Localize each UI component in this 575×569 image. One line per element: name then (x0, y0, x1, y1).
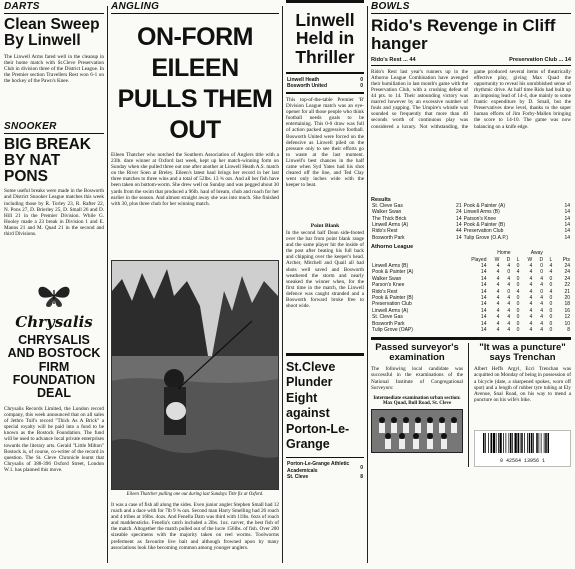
league-cell: 0 (507, 269, 511, 276)
league-cell: 0 (549, 275, 553, 282)
league-cell: 0 (516, 307, 520, 314)
league-cell: 4 (507, 275, 511, 282)
league-cell: 4 (496, 301, 500, 308)
barcode-bar (540, 433, 541, 453)
barcode-bar (545, 433, 547, 453)
barcode-bar (543, 433, 544, 453)
league-cell: 4 (496, 269, 500, 276)
league-cell: 4 (529, 288, 533, 295)
puncture-body: Albert Heffs Argyl, Ecci Trenchan was acquitted on Monday of being in possession of a bicycle (date, a sharpened spokes, worn off spot) and a length of rubber tyre tubing at Ely Avenue, Snal Road, on his way to mend a puncture on his wife's bike. (474, 366, 571, 403)
league-cell: 4 (540, 301, 544, 308)
results-cell: Tulip Grove (O.A.P.) (463, 234, 509, 241)
league-cell: Rido's Rest (372, 288, 398, 295)
barcode-bar (536, 433, 538, 453)
league-cell: 0 (516, 282, 520, 289)
league-cell: 0 (549, 301, 553, 308)
league-cell: 14 (480, 307, 487, 314)
results-cell: 21 (456, 202, 462, 209)
results-cell: 14 (564, 209, 570, 216)
league-cell: 4 (496, 314, 500, 321)
surveyor-name: Max Quad, Bull Road, St. Cleve (382, 401, 452, 407)
left-column (4, 0, 104, 569)
column-rule (468, 343, 469, 467)
league-cell: 24 (564, 269, 570, 276)
league-cell: 0 (516, 327, 520, 333)
barcode-bar (538, 433, 539, 453)
snooker-headline: BIG BREAK BY NAT PONS (4, 135, 91, 186)
barcode-bar (503, 433, 504, 453)
league-cell: Linwell Arms (B) (372, 262, 409, 269)
league-cell: Tulip Grove (OAP) (372, 327, 413, 333)
chrysalis-logo: Chrysalis (15, 313, 93, 332)
league-group-away: Away (530, 250, 543, 257)
results-cell: Pook & Painter (A) (463, 202, 506, 209)
league-cell: 0 (507, 288, 511, 295)
league-cell: 0 (549, 282, 553, 289)
league-cell: 14 (480, 301, 487, 308)
results-cell: St. Cleve Gas (372, 202, 403, 209)
puncture-headline: "It was a puncture" says Trenchan (479, 342, 566, 364)
league-cell: 4 (529, 301, 533, 308)
surveyor-body: The following local candidate was successful in the examinations of the National Institute of Congregational Surveyors: (371, 366, 463, 391)
league-cell: Parson's Knee (372, 282, 405, 289)
result-score: 0 (360, 464, 363, 471)
angling-body-2: It was a case of fish all along the sides. Even junior angler Stephen Small had 12 roach and a dace with for 7lb 9 ¾ ozs. Second man Harry Smelling had 26 roach and 4 tribes at 16lbs. 4ozs. And Fenella Darn was third with 11lbs. 6ozs of roach and maddensticks. Fenella's catch included a 2lbs. 1oz. carver, the best fish of the match. Altogether the match pulled out of the lucre 156lbs. of fish. Over 200 sizeable specimens with the majority taken on reel worms. Toolworms preferment as favourite live bait and although frowned upon by many associations look like becoming common among younger anglers. (111, 502, 279, 551)
league-cell: 14 (480, 275, 487, 282)
photo-caption: Eileen Thatcher pulling one out during last Sundays Title fix at Oxford. (126, 492, 264, 497)
results-cell: 44 (456, 228, 462, 235)
barcode-bar (485, 433, 486, 453)
league-header-cell: W (527, 256, 533, 263)
league-cell: 12 (564, 314, 570, 321)
divider (286, 457, 364, 459)
league-cell: 4 (496, 275, 500, 282)
barcode-bars (481, 433, 565, 453)
chrysalis-body: Chrysalis Records Limited, the London record company, this week announced that on all sales of Jethro Tull's record "Thick As A Brick" a special royalty will be paid into a fund to be known as the Bostock Foundation. The fund will be used to advance local private enterprises towards the literary arts. Gerald "Little Milton" Bostock is, of course, co-writer of the record in question. The St. Cleve Chronicle learnt that Chrysalis of 388-396 Oxford Street, London W.1. has planned this move. (4, 405, 104, 473)
league-cell: 4 (507, 320, 511, 327)
bowls-column (371, 0, 571, 569)
league-cell: 14 (480, 288, 487, 295)
stcleve-headline: St.Cleve Plunder Eight against Porton-Le-Grange (286, 359, 350, 452)
league-cell: 4 (496, 327, 500, 333)
result-score: 0 (360, 83, 363, 90)
bottom-stories (371, 343, 571, 467)
results-cell: 24 (456, 209, 462, 216)
league-cell: 16 (564, 307, 570, 314)
angling-headline: ON-FORM EILEEN PULLS THEM OUT (117, 23, 273, 144)
angling-photo (111, 260, 279, 490)
league-cell: 4 (549, 269, 553, 276)
league-cell: 4 (507, 282, 511, 289)
divider (286, 92, 364, 94)
league-cell: 4 (496, 320, 500, 327)
section-angling: ANGLING (111, 0, 279, 14)
barcode-bar (508, 433, 509, 453)
league-cell: 14 (480, 262, 487, 269)
linwell-headline: Linwell Held in Thriller (286, 0, 364, 66)
league-cell: 4 (529, 320, 533, 327)
league-cell: 4 (507, 262, 511, 269)
league-cell: 4 (529, 269, 533, 276)
results-cell: Walker Swan (372, 209, 402, 216)
league-cell: 0 (516, 275, 520, 282)
barcode-bar (483, 433, 485, 453)
league-header-cell: L (516, 256, 520, 263)
result-score: 8 (360, 474, 363, 481)
league-cell: Bosworth Park (372, 320, 405, 327)
chrysalis-headline: CHRYSALIS AND BOSTOCK FIRM FOUNDATION DEAL (7, 333, 101, 400)
bowls-score-line: Rido's Rest ... 44 Preservation Club ... 14 (371, 57, 571, 66)
league-cell: 4 (529, 282, 533, 289)
result-team: Porton-Le-Grange Athletic Academicals (287, 461, 350, 474)
results-cell: Preservation Club (463, 228, 504, 235)
barcode-bar (499, 433, 501, 453)
barcode-bar (533, 433, 534, 453)
league-cell: 14 (480, 320, 487, 327)
league-cell: 0 (540, 262, 544, 269)
results-cell: 14 (564, 221, 570, 228)
league-cell: St. Cleve Gas (372, 314, 403, 321)
league-cell: Walker Swan (372, 275, 402, 282)
divider (286, 72, 364, 74)
results-title: Results (371, 196, 391, 203)
league-cell: 4 (540, 307, 544, 314)
results-cell: Linwell Arms (A) (372, 221, 409, 228)
barcode-bar (498, 433, 499, 453)
results-cell: The Thick Brick (372, 215, 407, 222)
league-cell: 4 (529, 262, 533, 269)
league-cell: 4 (507, 314, 511, 321)
league-cell: 4 (496, 307, 500, 314)
league-cell: 24 (564, 275, 570, 282)
barcode-bar (490, 433, 492, 453)
results-cell: 14 (456, 234, 462, 241)
barcode-bar (519, 433, 520, 453)
column-rule (367, 6, 368, 563)
results-cell: 14 (564, 202, 570, 209)
league-cell: Pook & Painter (A) (372, 269, 414, 276)
result-team: Bosworth United (287, 83, 327, 90)
barcode-bar (528, 433, 530, 453)
league-header-cell: Played (471, 256, 487, 263)
angling-body-1: Eileen Thatcher who notched the Southern Association of Anglers title with a 23lb. dace winner at Oxford last week, kept up her match-winning form on Sunday when she pulled three out one after another at Linwell Heath A.S. match on the River Soen at Breley. Eileen's latest haul brings her record in her last three matches to three wins and a total of 52lbs. 13 ¾ ozs. And all her fish have been taken on bottom-worm. She drew well on Sunday and was pegged about 30 yards from the swim that produced a 96lb. haul of bream, chub and roach for her earlier in the season. And almost straight away she was into much. She finished with 30, plus three chub for her winning match. (111, 152, 279, 207)
league-cell: 4 (540, 314, 544, 321)
score-value: 14 (564, 56, 571, 63)
league-cell: 0 (540, 288, 544, 295)
league-cell: 0 (516, 314, 520, 321)
league-cell: 4 (549, 262, 553, 269)
darts-body: The Linwell Arms fared well in the cleanup in their home match with St.Cleve Preservation Club in division three of the District League. In the Premier section Travellers Rest won 6-1 on the hockey of the Pawn's Knee. (4, 53, 104, 84)
league-header-cell: Pts (562, 256, 570, 263)
linwell-body-2: In the second half Dean side-footed over the bar from point blank range and the same player hit the inside of the post after beating his full back and chipping over the keeper's head. Archer, Mitchell and Quail all had shots well saved and Bosworth weathered the storm and nearly sneaked the winner when, for the first time in the match, the Linwell defence was caught stranded and a Bosworth forward broke free to shoot wide. (286, 229, 364, 310)
barcode-bar (517, 433, 519, 453)
league-cell: 4 (540, 320, 544, 327)
barcode-bar (492, 433, 494, 453)
league-cell: 4 (529, 307, 533, 314)
section-bowls: BOWLS (371, 0, 571, 14)
league-group-home: Home (497, 250, 511, 257)
league-cell: 0 (516, 301, 520, 308)
league-cell: Linwell Arms (A) (372, 307, 409, 314)
results-row (371, 235, 571, 241)
league-cell: 4 (540, 327, 544, 333)
angling-column (111, 0, 279, 569)
league-cell: 21 (564, 288, 570, 295)
results-cell: 14 (456, 221, 462, 228)
league-cell: 4 (540, 282, 544, 289)
barcode-bar (505, 433, 506, 453)
league-title: Athorno League (371, 244, 414, 251)
result-score: 0 (360, 76, 363, 83)
league-cell: 4 (507, 327, 511, 333)
league-cell: 4 (529, 294, 533, 301)
league-cell: 4 (496, 288, 500, 295)
league-cell: 4 (540, 294, 544, 301)
results-cell: Parson's Knee (463, 215, 496, 222)
league-cell: 22 (564, 282, 570, 289)
results-cell: 14 (564, 215, 570, 222)
league-cell: 4 (529, 327, 533, 333)
league-cell: 4 (496, 282, 500, 289)
butterfly-icon (4, 284, 104, 313)
league-cell: 4 (516, 288, 520, 295)
league-row (371, 327, 571, 333)
league-cell: 4 (540, 275, 544, 282)
league-table (371, 250, 571, 333)
section-snooker: SNOOKER (4, 120, 104, 134)
barcode-bar (488, 433, 489, 453)
league-cell: 4 (529, 314, 533, 321)
snooker-body: Some useful breaks were made in the Bosworth and District Snooker League matches this week including those by R. Torley 23, R. Rafter 22, N. Pons 27, D. Brierley 25, D. Small 26 and D. Hill 21 in the Premier Division. While G. Hooley made a 23 break in Division 1 and E. Manns 21 and M. Quad 21 in the second and third Divisions. (4, 188, 104, 237)
barcode-bar (527, 433, 528, 453)
results-table (371, 203, 571, 241)
surveyor-story (371, 343, 463, 467)
linwell-body-1: This top-of-the-table Premier 'B' Division League match was an eye-opener for all those people who think football needs goals to be entertaining. This 0-0 draw was full of action packed aggressive football. Bosworth United were forced on the defensive as Linwell piled on the pressure only to see their efforts go to waste at the last moment. Linwell's best chances in the half came when Syd Yates had his shot cleared off the line, and Ted Clay went only inches wide with the keeper to beat. (286, 96, 364, 189)
league-cell: 0 (549, 307, 553, 314)
result-team: St. Cleve (287, 474, 309, 481)
football-column (286, 0, 364, 569)
barcode-digits: 0 42564 13956 1 (499, 458, 545, 465)
column-rule (107, 6, 108, 563)
barcode-bar (531, 433, 533, 453)
barcode-bar (495, 433, 496, 453)
divider (371, 337, 571, 340)
league-cell: Pook & Painter (B) (372, 294, 414, 301)
league-cell: 0 (549, 314, 553, 321)
league-cell: 0 (516, 262, 520, 269)
league-cell: 4 (496, 262, 500, 269)
barcode (474, 430, 571, 467)
league-cell: Preservation Club (372, 301, 412, 308)
league-cell: 14 (480, 327, 487, 333)
puncture-story (474, 343, 571, 467)
barcode-bar (512, 433, 513, 453)
league-cell: 14 (480, 294, 487, 301)
league-cell: 14 (480, 269, 487, 276)
barcode-bar (524, 433, 525, 453)
result-team: Linwell Heath (287, 76, 320, 83)
league-cell: 0 (549, 327, 553, 333)
surveyor-subhead: Intermediate examination urban section: (373, 396, 461, 402)
column-rule (282, 6, 283, 563)
league-cell: 4 (507, 301, 511, 308)
league-cell: 0 (549, 320, 553, 327)
results-cell: 14 (456, 215, 462, 222)
league-cell: 20 (564, 294, 570, 301)
score-team: Rido's Rest (371, 56, 402, 63)
league-cell: 0 (516, 294, 520, 301)
results-cell: Rido's Rest (372, 228, 398, 235)
barcode-bar (547, 433, 549, 453)
results-cell: Linwell Arms (B) (463, 209, 500, 216)
league-header-cell: D (539, 256, 544, 263)
league-cell: 4 (496, 294, 500, 301)
surveyor-headline: Passed surveyor's examination (375, 342, 459, 364)
league-cell: 0 (549, 294, 553, 301)
section-darts: DARTS (4, 0, 104, 14)
results-cell: Pook & Painter (B) (463, 221, 506, 228)
stcleve-result (286, 461, 364, 480)
league-cell: 0 (540, 269, 544, 276)
league-cell: 10 (564, 320, 570, 327)
league-header-cell: L (549, 256, 553, 263)
league-cell: 8 (567, 327, 570, 333)
league-header-cell: D (506, 256, 511, 263)
results-cell: 14 (564, 228, 570, 235)
bowls-headline: Rido's Revenge in Cliff hanger (371, 16, 556, 53)
linwell-result (286, 77, 364, 90)
score-value: 44 (409, 56, 416, 63)
league-cell: 18 (564, 301, 570, 308)
league-cell: 4 (529, 275, 533, 282)
barcode-bar (514, 433, 516, 453)
results-cell: Bosworth Park (372, 234, 405, 241)
league-cell: 4 (549, 288, 553, 295)
league-cell: 14 (480, 314, 487, 321)
league-cell: 0 (516, 320, 520, 327)
divider (286, 353, 364, 356)
league-cell: 4 (507, 294, 511, 301)
team-photo (371, 409, 463, 453)
barcode-bar (510, 433, 512, 453)
league-cell: 14 (480, 282, 487, 289)
bowls-body: Rido's Rest last year's runners up in the Athorno League Combination have avenged their humiliation in last month's game with the Preservation Club, with a crushing defeat of 44 pts. to 14. Their astounding victory was marred however by an excessive number of fouls and yapping. The Umpire's whistle was sounded so frequently that more than 40 seconds worth of continuous play was considered a luxury. Not withstanding, the game produced several items of theatrically effective play, giving Max Quad the opportunity to reveal his unrubbished sense of rhythmic drive. At half time Rido had built up an imposing lead of 14-4, due mainly to some frantic expenditure by D. Small, but the Preservatives drew level, thanks to the super human efforts of Jim Forby-Mallen bringing the score to 14-10. The game was now balancing on a knife edge. (371, 68, 571, 130)
barcode-bar (521, 433, 523, 453)
league-cell: 24 (564, 262, 570, 269)
league-cell: 4 (507, 307, 511, 314)
results-cell: 14 (564, 234, 570, 241)
score-team: Preservation Club (509, 56, 557, 63)
linwell-subhead: Point Blank (310, 222, 340, 229)
league-cell: 4 (516, 269, 520, 276)
league-header-cell: W (494, 256, 500, 263)
darts-headline: Clean Sweep By Linwell (4, 16, 100, 50)
